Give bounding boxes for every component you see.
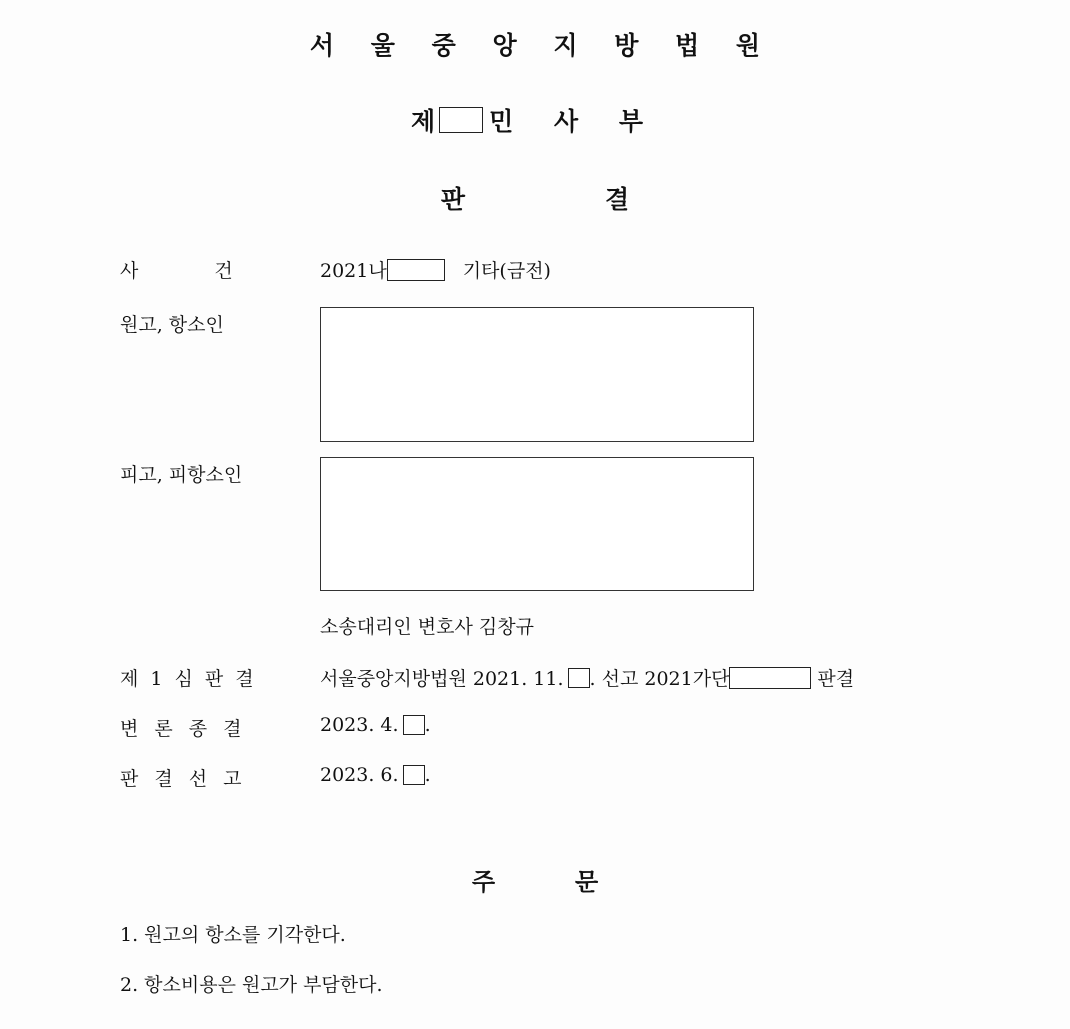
first-instance-suffix: 판결 [817, 668, 855, 690]
defendant-redaction-box [320, 457, 754, 591]
plaintiff-label: 원고, 항소인 [120, 314, 224, 336]
division-prefix: 제 [410, 107, 436, 136]
argument-closed-end: . [424, 714, 431, 736]
redaction-box [729, 667, 811, 689]
argument-closed-value [320, 714, 431, 736]
order-title-right: 문 [575, 868, 599, 896]
case-label [120, 256, 233, 283]
order-item: 1. 원고의 항소를 기각한다. [120, 924, 346, 946]
redaction-box [403, 715, 425, 735]
pronounced-label: 판 결 선 고 [120, 768, 247, 790]
redaction-box [568, 668, 590, 688]
division-suffix: 민 사 부 [489, 107, 659, 136]
argument-closed-date: 2023. 4. [320, 714, 399, 736]
first-instance-value [320, 664, 854, 691]
redaction-box [387, 259, 445, 281]
verdict-title-right: 결 [605, 185, 630, 214]
case-value [320, 256, 551, 283]
pronounced-value [320, 764, 431, 786]
division-title [0, 102, 1070, 138]
court-name: 서 울 중 앙 지 방 법 원 [309, 31, 775, 60]
verdict-title-left: 판 [440, 185, 465, 214]
first-instance-court-date: 서울중앙지방법원 2021. 11. [320, 668, 564, 690]
first-instance-middle: . 선고 2021가단 [589, 668, 730, 690]
redaction-box [439, 107, 483, 133]
case-type: 기타(금전) [462, 260, 551, 282]
defendant-label: 피고, 피항소인 [120, 464, 243, 486]
case-label-right: 건 [214, 260, 233, 282]
case-label-left: 사 [120, 260, 139, 282]
order-item: 2. 항소비용은 원고가 부담한다. [120, 974, 383, 996]
first-instance-label: 제 1 심 판 결 [120, 668, 257, 690]
pronounced-end: . [424, 764, 431, 786]
redaction-box [403, 765, 425, 785]
plaintiff-redaction-box [320, 307, 754, 442]
order-title [0, 862, 1070, 897]
verdict-title [0, 180, 1070, 216]
defendant-counsel: 소송대리인 변호사 김창규 [320, 616, 534, 638]
order-title-left: 주 [471, 868, 495, 896]
case-number-prefix: 2021나 [320, 260, 387, 282]
pronounced-date: 2023. 6. [320, 764, 399, 786]
argument-closed-label: 변 론 종 결 [120, 718, 247, 740]
